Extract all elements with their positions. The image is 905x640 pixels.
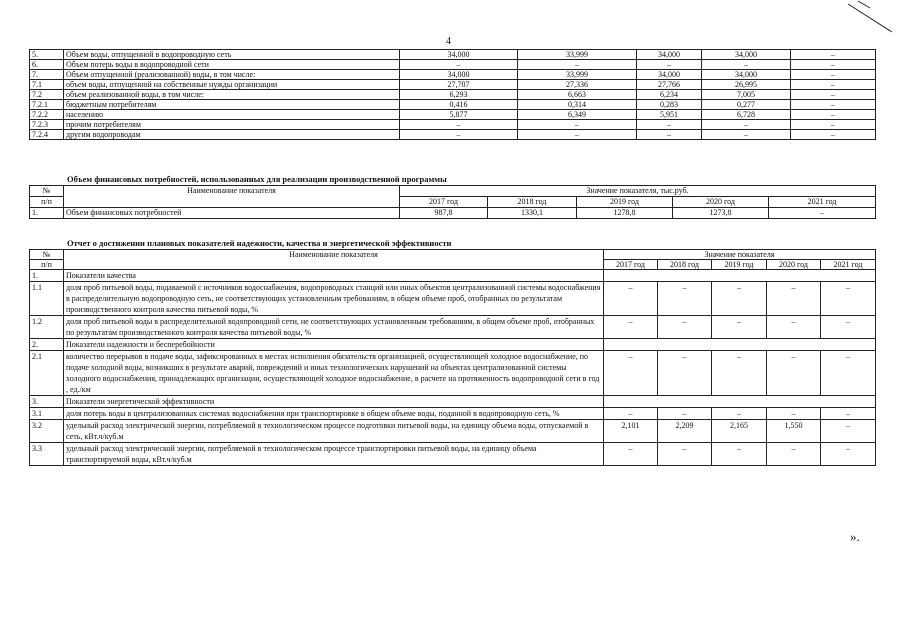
- row-value: 0,277: [702, 100, 791, 110]
- table-row: [30, 443, 876, 466]
- row-label: прочим потребителям: [64, 120, 400, 130]
- row-value: –: [658, 443, 712, 466]
- row-value: 2,209: [658, 420, 712, 443]
- row-value: –: [767, 408, 821, 420]
- year-header: 2017 год: [604, 260, 658, 270]
- row-value: –: [712, 282, 767, 316]
- row-value: –: [637, 120, 702, 130]
- table-row: [30, 80, 876, 90]
- row-value: 34,000: [637, 50, 702, 60]
- section-row: [30, 396, 876, 408]
- col-name-header: Наименование показателя: [64, 186, 400, 208]
- row-number: 1.: [30, 270, 64, 282]
- reliability-indicators-table: [29, 249, 876, 466]
- row-value: 6,293: [400, 90, 518, 100]
- year-header: 2019 год: [577, 197, 673, 208]
- row-value: 34,000: [702, 70, 791, 80]
- row-value: –: [400, 60, 518, 70]
- row-number: 1.: [30, 208, 64, 219]
- row-number: 1.1: [30, 282, 64, 316]
- row-number: 1.2: [30, 316, 64, 339]
- row-value: –: [821, 443, 876, 466]
- table-row: [30, 120, 876, 130]
- row-label: количество перерывов в подаче воды, зафиксированных в местах исполнения обязательств организацией, осуществляющей холодное водоснабжение, по подаче холодной воды, возникших в результате аварий, повреждений и иных технологических нарушений на объектах централизованной системы холодного водоснабжения, принадлежащих организации, осуществляющей холодное водоснабжение, в расчете на протяженность водопроводной сети в год , ед./км: [64, 351, 604, 396]
- row-value: 987,8: [400, 208, 488, 219]
- row-label: населению: [64, 110, 400, 120]
- row-value: 6,663: [518, 90, 637, 100]
- row-value: 6,349: [518, 110, 637, 120]
- table-row: [30, 420, 876, 443]
- section-row: [30, 339, 876, 351]
- row-value: –: [604, 316, 658, 339]
- row-value: 1,550: [767, 420, 821, 443]
- row-label: удельный расход электрической энергии, потребляемой в технологическом процессе подготовки питьевой воды, на единицу объема воды, отпускаемой в сеть, кВт.ч/куб.м: [64, 420, 604, 443]
- row-value: 34,000: [637, 70, 702, 80]
- row-value: 5,877: [400, 110, 518, 120]
- year-header: 2018 год: [658, 260, 712, 270]
- table-row: [30, 70, 876, 80]
- row-value: –: [791, 70, 876, 80]
- section-label: Показатели качества: [64, 270, 604, 282]
- col-number-header: №: [30, 250, 64, 260]
- row-value: –: [702, 60, 791, 70]
- year-header: 2019 год: [712, 260, 767, 270]
- row-value: –: [767, 282, 821, 316]
- section-blank: [604, 396, 876, 408]
- row-number: 7.2.2: [30, 110, 64, 120]
- row-label: объем реализованной воды, в том числе:: [64, 90, 400, 100]
- row-value: 27,336: [518, 80, 637, 90]
- row-value: –: [604, 282, 658, 316]
- table-row: [30, 282, 876, 316]
- row-number: 3.2: [30, 420, 64, 443]
- row-value: –: [518, 60, 637, 70]
- row-value: 1273,8: [673, 208, 769, 219]
- row-value: –: [604, 351, 658, 396]
- row-value: 0,314: [518, 100, 637, 110]
- row-value: –: [767, 316, 821, 339]
- row-value: –: [791, 60, 876, 70]
- row-value: –: [658, 316, 712, 339]
- year-header: 2017 год: [400, 197, 488, 208]
- table-row: [30, 316, 876, 339]
- col-value-header: Значение показателя: [604, 250, 876, 260]
- row-value: –: [769, 208, 876, 219]
- row-label: доля проб питьевой воды, подаваемой с источников водоснабжения, водопроводных станций или иных объектов централизованной системы водоснабжения в распределительную водопроводную сеть, не соответствующих установленным требованиям, в общем объеме проб, отобранных по результатам производственного контроля качества питьевой воды, %: [64, 282, 604, 316]
- row-number: 5.: [30, 50, 64, 60]
- row-value: 0,416: [400, 100, 518, 110]
- row-value: 2,165: [712, 420, 767, 443]
- row-value: –: [821, 408, 876, 420]
- row-value: –: [712, 351, 767, 396]
- table-row: [30, 50, 876, 60]
- row-value: –: [604, 443, 658, 466]
- row-label: доля проб питьевой воды в распределительной водопроводной сети, не соответствующих установленным требованиям, в общем объеме проб, отобранных по результатам производственного контроля качества питьевой воды, %: [64, 316, 604, 339]
- table-row: [30, 90, 876, 100]
- financial-needs-table: [29, 185, 876, 219]
- table-row: [30, 130, 876, 140]
- row-value: –: [767, 443, 821, 466]
- row-value: 33,999: [518, 50, 637, 60]
- row-value: –: [767, 351, 821, 396]
- row-value: 6,234: [637, 90, 702, 100]
- row-value: 1330,1: [488, 208, 577, 219]
- row-label: доля потерь воды в централизованных системах водоснабжения при транспортировке в общем объеме воды, поданной в водопроводную сеть, %: [64, 408, 604, 420]
- row-number: 2.: [30, 339, 64, 351]
- row-value: 27,766: [637, 80, 702, 90]
- section-row: [30, 270, 876, 282]
- row-value: –: [518, 120, 637, 130]
- row-value: –: [712, 443, 767, 466]
- row-value: –: [791, 50, 876, 60]
- row-value: 26,995: [702, 80, 791, 90]
- table-row: [30, 60, 876, 70]
- row-value: –: [791, 80, 876, 90]
- row-label: Объем воды, отпущенной в водопроводную сеть: [64, 50, 400, 60]
- production-indicators-table: [29, 49, 876, 140]
- row-number: 7.2.4: [30, 130, 64, 140]
- row-value: –: [637, 60, 702, 70]
- row-value: –: [821, 282, 876, 316]
- row-value: –: [821, 351, 876, 396]
- col-number-header-2: п/п: [30, 260, 64, 270]
- row-number: 6.: [30, 60, 64, 70]
- reliability-heading: Отчет о достижении плановых показателей надежности, качества и энергетической эффективности: [67, 238, 452, 248]
- year-header: 2018 год: [488, 197, 577, 208]
- row-value: –: [821, 420, 876, 443]
- year-header: 2021 год: [769, 197, 876, 208]
- col-value-header: Значение показателя, тыс.руб.: [400, 186, 876, 197]
- row-value: –: [821, 316, 876, 339]
- closing-quote: ».: [850, 529, 860, 544]
- row-value: –: [658, 351, 712, 396]
- row-value: –: [791, 130, 876, 140]
- row-value: –: [702, 130, 791, 140]
- table-row: [30, 351, 876, 396]
- row-value: 27,707: [400, 80, 518, 90]
- row-label: Объем финансовых потребностей: [64, 208, 400, 219]
- row-value: –: [791, 110, 876, 120]
- row-label: другим водопроводам: [64, 130, 400, 140]
- section-label: Показатели надежности и бесперебойности: [64, 339, 604, 351]
- section-blank: [604, 270, 876, 282]
- row-number: 7.1: [30, 80, 64, 90]
- row-value: 7,005: [702, 90, 791, 100]
- row-number: 7.2.1: [30, 100, 64, 110]
- row-value: 5,951: [637, 110, 702, 120]
- table-row: [30, 408, 876, 420]
- row-value: –: [791, 100, 876, 110]
- row-value: –: [712, 316, 767, 339]
- year-header: 2020 год: [673, 197, 769, 208]
- row-value: –: [791, 90, 876, 100]
- row-number: 7.2.3: [30, 120, 64, 130]
- year-header: 2021 год: [821, 260, 876, 270]
- row-value: –: [702, 120, 791, 130]
- row-number: 3.: [30, 396, 64, 408]
- row-value: –: [604, 408, 658, 420]
- row-value: –: [518, 130, 637, 140]
- row-number: 2.1: [30, 351, 64, 396]
- table-row: [30, 110, 876, 120]
- row-value: –: [658, 282, 712, 316]
- financial-needs-heading: Объем финансовых потребностей, использованных для реализации производственной программы: [67, 174, 447, 184]
- row-value: 34,000: [400, 70, 518, 80]
- row-number: 3.3: [30, 443, 64, 466]
- row-value: 34,000: [400, 50, 518, 60]
- section-blank: [604, 339, 876, 351]
- row-number: 7.: [30, 70, 64, 80]
- row-label: объем воды, отпущенной на собственные нужды организации: [64, 80, 400, 90]
- table-row: [30, 100, 876, 110]
- row-value: 33,999: [518, 70, 637, 80]
- row-value: –: [637, 130, 702, 140]
- section-label: Показатели энергетической эффективности: [64, 396, 604, 408]
- col-name-header: Наименование показателя: [64, 250, 604, 270]
- row-value: 2,101: [604, 420, 658, 443]
- row-value: –: [400, 120, 518, 130]
- col-number-header: №: [30, 186, 64, 197]
- row-value: –: [712, 408, 767, 420]
- year-header: 2020 год: [767, 260, 821, 270]
- col-number-header-2: п/п: [30, 197, 64, 208]
- row-value: 6,728: [702, 110, 791, 120]
- row-value: –: [791, 120, 876, 130]
- page-number: 4: [446, 36, 451, 47]
- row-label: бюджетным потребителям: [64, 100, 400, 110]
- row-value: 1278,8: [577, 208, 673, 219]
- row-value: –: [400, 130, 518, 140]
- row-number: 7.2: [30, 90, 64, 100]
- row-number: 3.1: [30, 408, 64, 420]
- row-label: удельный расход электрической энергии, потребляемой в технологическом процессе транспортировки питьевой воды, на единицу объема транспортируемой воды, кВт.ч/куб.м: [64, 443, 604, 466]
- row-label: Объем отпущенной (реализованной) воды, в том числе:: [64, 70, 400, 80]
- row-value: 0,283: [637, 100, 702, 110]
- row-value: –: [658, 408, 712, 420]
- row-label: Объем потерь воды в водопроводной сети: [64, 60, 400, 70]
- row-value: 34,000: [702, 50, 791, 60]
